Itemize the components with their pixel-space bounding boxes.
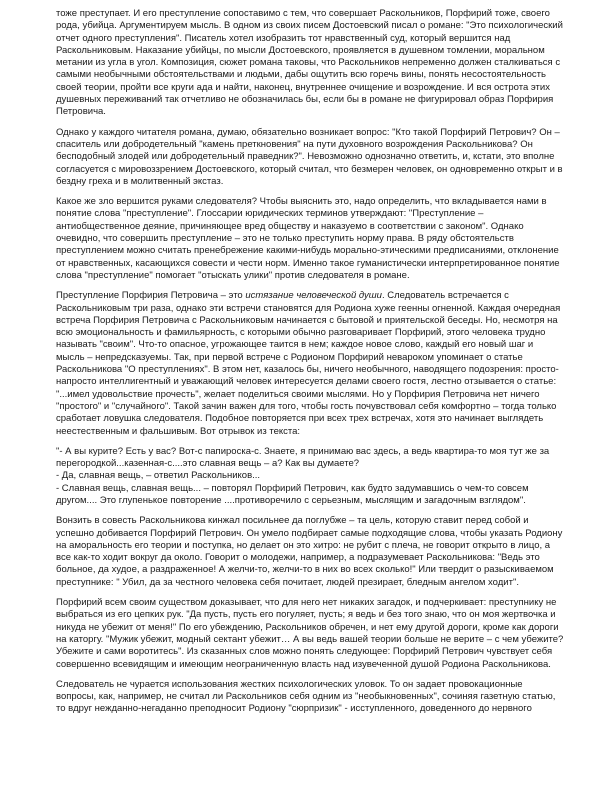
- paragraph-3: Какое же зло вершится руками следователя? Чтобы выяснить это, надо определить, что вкладывается нами в понятие слова "преступление". Глоссарии юридических терминов утверждают: "Преступление – антиобщественное деяние, причиняющее вред обществу и наказуемо в соответствии с законом". Однако очевидно, что совершить преступление – это не только преступить норму права. В ряду обстоятельств преступлением можно считать пренебрежение какими-нибудь морально-этическими предписаниями, отклонение от нравственных, касающихся совести и чести норм. Именно такое гуманистически интерпретированное понятие слова "преступление" помогает "отыскать улики" против следователя в романе.: [56, 196, 560, 281]
- paragraph-6: Порфирий всем своим существом доказывает, что для него нет никаких загадок, и подчеркивает: преступнику не выбраться из его цепких рук. "Да пусть, пусть его погуляет, пусть; я ведь и без того знаю, что он моя жертвочка и никуда не убежит от меня!" По его убеждению, Раскольников обречен, и нет ему другой дороги, кроме как дороги на каторгу. "Мужик убежит, модный сектант убежит… А вы ведь вашей теории больше не верите – с чем убежите? Убежите и сами воротитесь". Из сказанных слов можно понять следующее: Порфирий Петрович чувствует себя совершенно всевидящим и имеющим неограниченную власть над изувеченной душой Родиона Раскольникова.: [56, 597, 564, 670]
- dialog-line: "- А вы курите? Есть у вас? Вот-с папироска-с. Знаете, я принимаю вас здесь, а ведь квартира-то моя тут же за перегородкой...казенная-с....это славная вещь – а? Как вы думаете?: [56, 445, 550, 470]
- paragraph-2: Однако у каждого читателя романа, думаю, обязательно возникает вопрос: "Кто такой Порфирий Петрович? Он – спаситель или добродетельный "камень преткновения" на пути духовного возрождения Раскольникова? Он бесподобный злодей или добродетельный праведник?". Невозможно однозначно ответить, и, кстати, это вполне согласуется с мировоззрением Достоевского, который считал, что безмерен человек, он одновременно открыт и в бездну греха и в молитвенный экстаз.: [56, 126, 563, 187]
- paragraph-4-start: Преступление Порфирия Петровича – это: [56, 290, 246, 302]
- document-page: [56, 8, 564, 724]
- paragraph-4: [56, 290, 564, 438]
- emphasis-phrase: истязание человеческой души: [245, 290, 382, 302]
- dialog-line: - Да, славная вещь, – ответил Раскольников...: [56, 470, 261, 482]
- paragraph-5: Вонзить в совесть Раскольникова кинжал посильнее да поглубже – та цель, которую ставит перед собой и успешно добивается Порфирий Петрович. Он умело подбирает самые подходящие слова, чтобы указать Родиону на аморальность его теории и поступка, но делает он это хитро: не рубит с плеча, не говорит открыто в лицо, а все как-то ходит вокруг да около. Говорит о молодежи, например, а подразумевает Раскольникова: "Ведь это больное, да худое, а раздраженное! А желчи-то, желчи-то в них во всех сколько!" Или твердит о разыскиваемом преступнике: " Убил, да за честного человека себя почитает, людей презирает, бледным ангелом ходит".: [56, 515, 563, 588]
- dialog-line: - Славная вещь, славная вещь... – повторял Порфирий Петрович, как будто задумавшись о чем-то совсем другом.... Это глупенькое повторение ....противоречило с серьезным, мыслящим и загадочным взглядом".: [56, 482, 529, 506]
- paragraph-4-rest: . Следователь встречается с Раскольниковым три раза, однако эти встречи становятся для Родиона хуже геенны огненной. Каждая очередная встреча Порфирия Петровича с Раскольниковым начинается с бытовой и приятельской беседы. Но, несмотря на всю эмоциональность и фамильярность, с которыми обычно разговаривает Порфирий, этого человека трудно называть "своим". Что-то опасное, угрожающее таится в нем; каждое новое слово, каждый его новый шаг и мысль – непредсказуемы. Так, при первой встрече с Родионом Порфирий невароком упоминает о статье Раскольникова "О преступлениях". В этом нет, казалось бы, ничего необычного, наводящего подозрения: просто-напросто интеллигентный и уважающий человек интересуется делами своего гостя, лестно отзывается о статье: "...имел удовольствие прочесть", желает поделиться своими мыслями. Но у Порфирия Петровича нет ничего "простого" и "случайного". Такой зачин важен для того, чтобы гость почувствовал себя комфортно – тогда только сработает ловушка следователя. Подобное повторяется при всех трех встречах, хотя это начинает выглядеть неестественным и фальшивым. Вот отрывок из текста:: [56, 290, 561, 437]
- paragraph-7: Следователь не чурается использования жестких психологических уловок. То он задает провокационные вопросы, как, например, не считал ли Раскольников себя одним из "необыкновенных", сочиняя газетную статью, то вдруг нежданно-негаданно преподносит Родиону "сюрпризик" - исступленного, доведенного до нервного: [56, 678, 556, 715]
- paragraph-1: тоже преступает. И его преступление сопоставимо с тем, что совершает Раскольников, Порфирий тоже, своего рода, убийца. Аргументируем мысль. В одном из своих писем Достоевский писал о романе: "Это психологический отчет одного преступления". Писатель хотел изобразить тот нравственный суд, который вершится над Раскольниковым. Наказание убийцы, по мысли Достоевского, проявляется в душевном томлении, моральном метании из угла в угол. Композиция, сюжет романа таковы, что Раскольников непременно должен сталкиваться с самыми необычными обстоятельствами и людьми, дабы ощутить всю горечь вины, понять несостоятельность своей теории, пройти все круги ада и найти, наконец, внутреннее очищение и возрождение. И вся острота этих душевных переживаний так отчетливо не обозначилась бы, если бы в романе не фигурировал образ Порфирия Петровича.: [56, 8, 563, 118]
- dialog-quote: [56, 446, 564, 507]
